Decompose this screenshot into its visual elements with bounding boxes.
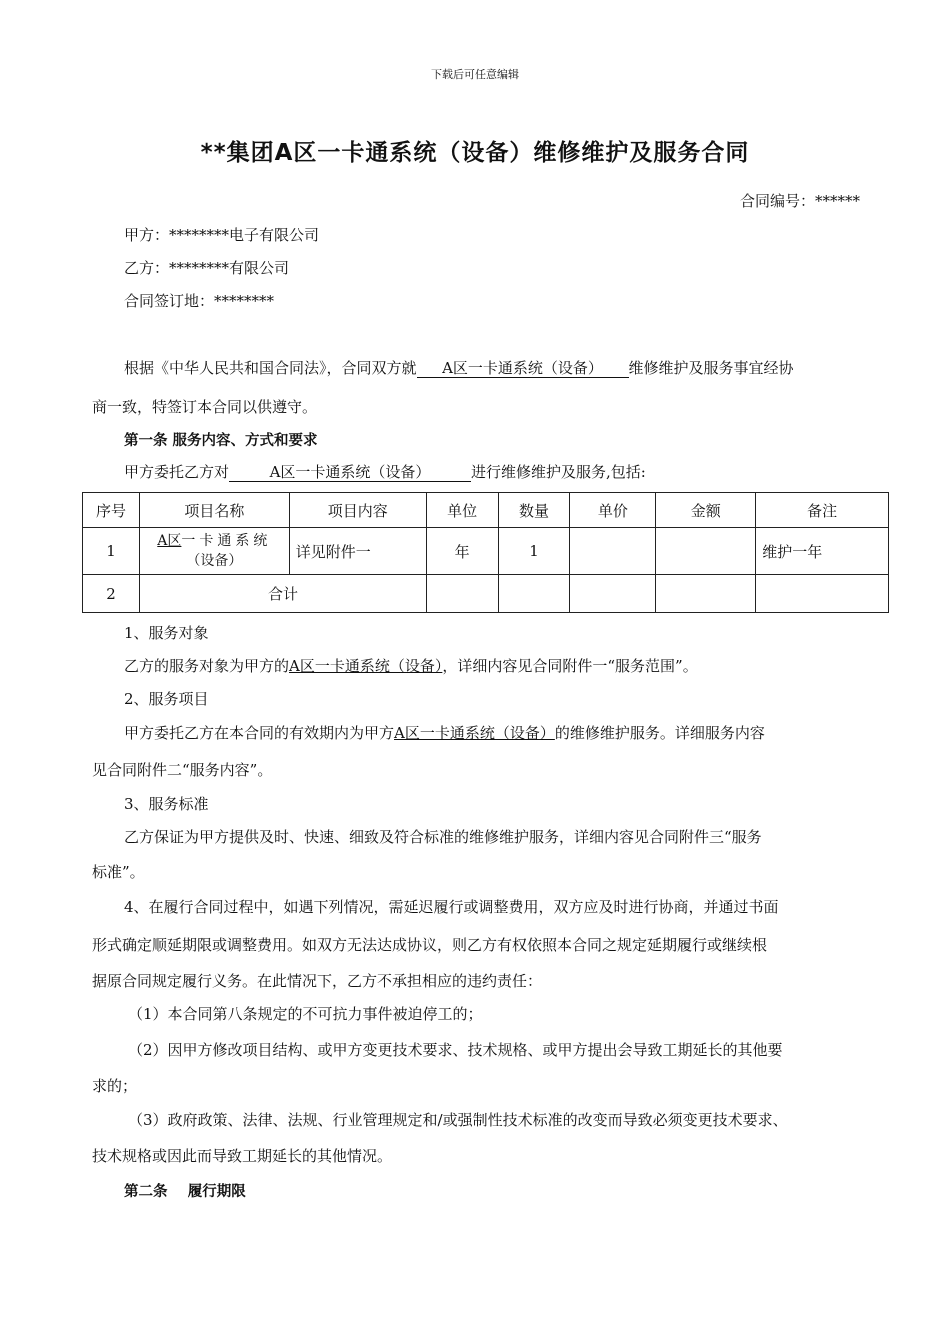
header-cell: 金额 bbox=[656, 493, 756, 528]
header-note: 下载后可任意编辑 bbox=[431, 68, 519, 81]
intro-line2: 商一致，特签订本合同以供遵守。 bbox=[92, 398, 318, 416]
cell-price bbox=[570, 528, 656, 575]
section2-text bbox=[124, 722, 765, 743]
entrust-post: 进行维修维护及服务,包括: bbox=[471, 463, 646, 481]
service-items-table bbox=[82, 492, 889, 613]
table-row bbox=[83, 528, 889, 575]
cell-empty bbox=[570, 575, 656, 613]
cell-no: 2 bbox=[83, 575, 140, 613]
section4-line3: 据原合同规定履行义务。在此情况下，乙方不承担相应的违约责任： bbox=[92, 972, 543, 990]
section3-line1: 乙方保证为甲方提供及时、快速、细致及符合标准的维修维护服务，详细内容见合同附件三“服务 bbox=[124, 828, 762, 846]
cell-unit: 年 bbox=[426, 528, 498, 575]
s2-underlined: A区一卡通系统（设备） bbox=[394, 724, 555, 742]
item-3-line2: 技术规格或因此而导致工期延长的其他情况。 bbox=[92, 1147, 393, 1165]
s1-post: ，详细内容见合同附件一“服务范围”。 bbox=[442, 657, 698, 675]
cell-total-label: 合计 bbox=[139, 575, 426, 613]
header-cell: 项目内容 bbox=[289, 493, 426, 528]
project-name-underlined: A区 bbox=[157, 533, 182, 549]
section3-title: 3、服务标准 bbox=[124, 795, 209, 813]
section3-line2: 标准”。 bbox=[92, 863, 145, 881]
cell-empty bbox=[656, 575, 756, 613]
table-header-row bbox=[83, 493, 889, 528]
entrust-project-blank: A区一卡通系统（设备） bbox=[229, 464, 471, 482]
cell-no: 1 bbox=[83, 528, 140, 575]
cell-empty bbox=[426, 575, 498, 613]
sign-place: 合同签订地：******** bbox=[124, 292, 275, 310]
header-cell: 数量 bbox=[498, 493, 570, 528]
article1-title: 第一条 服务内容、方式和要求 bbox=[124, 433, 318, 449]
cell-empty bbox=[498, 575, 570, 613]
cell-note: 维护一年 bbox=[756, 528, 889, 575]
section2-title: 2、服务项目 bbox=[124, 690, 209, 708]
header-cell: 项目名称 bbox=[139, 493, 289, 528]
entrust-pre: 甲方委托乙方对 bbox=[124, 463, 230, 481]
cell-qty: 1 bbox=[498, 528, 570, 575]
header-cell: 序号 bbox=[83, 493, 140, 528]
cell-amount bbox=[656, 528, 756, 575]
s1-underlined: A区一卡通系统（设备） bbox=[289, 657, 443, 675]
project-name-line2: （设备） bbox=[186, 553, 243, 569]
entrust-line bbox=[124, 461, 646, 482]
s2-pre: 甲方委托乙方在本合同的有效期内为甲方 bbox=[124, 724, 395, 742]
item-3-line1: （3）政府政策、法律、法规、行业管理规定和/或强制性技术标准的改变而导致必须变更技术要求、 bbox=[128, 1111, 788, 1129]
intro-line1 bbox=[124, 357, 794, 378]
cell-project-name bbox=[139, 528, 289, 575]
section1-text bbox=[124, 655, 698, 676]
party-a: 甲方：********电子有限公司 bbox=[124, 226, 320, 244]
contract-title: **集团A区一卡通系统（设备）维修维护及服务合同 bbox=[200, 140, 750, 166]
intro-post: 维修维护及服务事宜经协 bbox=[628, 359, 794, 377]
table-total-row bbox=[83, 575, 889, 613]
party-b: 乙方：********有限公司 bbox=[124, 259, 290, 277]
section1-title: 1、服务对象 bbox=[124, 624, 209, 642]
header-cell: 单价 bbox=[570, 493, 656, 528]
project-name-rest: 一卡通系统 bbox=[181, 533, 272, 549]
header-cell: 备注 bbox=[756, 493, 889, 528]
s2-post: 的维修维护服务。详细服务内容 bbox=[554, 724, 765, 742]
article2-title: 第二条 履行期限 bbox=[124, 1184, 246, 1200]
section4-line2: 形式确定顺延期限或调整费用。如双方无法达成协议，则乙方有权依照本合同之规定延期履行或继续根 bbox=[92, 936, 768, 954]
item-2-line1: （2）因甲方修改项目结构、或甲方变更技术要求、技术规格、或甲方提出会导致工期延长的其他要 bbox=[128, 1041, 783, 1059]
intro-pre: 根据《中华人民共和国合同法》，合同双方就 bbox=[124, 359, 417, 377]
cell-empty bbox=[756, 575, 889, 613]
cell-content: 详见附件一 bbox=[289, 528, 426, 575]
section4-line1: 4、在履行合同过程中，如遇下列情况，需延迟履行或调整费用，双方应及时进行协商，并通过书面 bbox=[124, 898, 779, 916]
s1-pre: 乙方的服务对象为甲方的 bbox=[124, 657, 290, 675]
section2-line2: 见合同附件二“服务内容”。 bbox=[92, 761, 273, 779]
contract-number: 合同编号：****** bbox=[739, 192, 860, 210]
intro-project-blank: A区一卡通系统（设备） bbox=[417, 360, 629, 378]
item-2-line2: 求的； bbox=[92, 1077, 138, 1095]
item-1: （1）本合同第八条规定的不可抗力事件被迫停工的； bbox=[128, 1005, 483, 1023]
header-cell: 单位 bbox=[426, 493, 498, 528]
